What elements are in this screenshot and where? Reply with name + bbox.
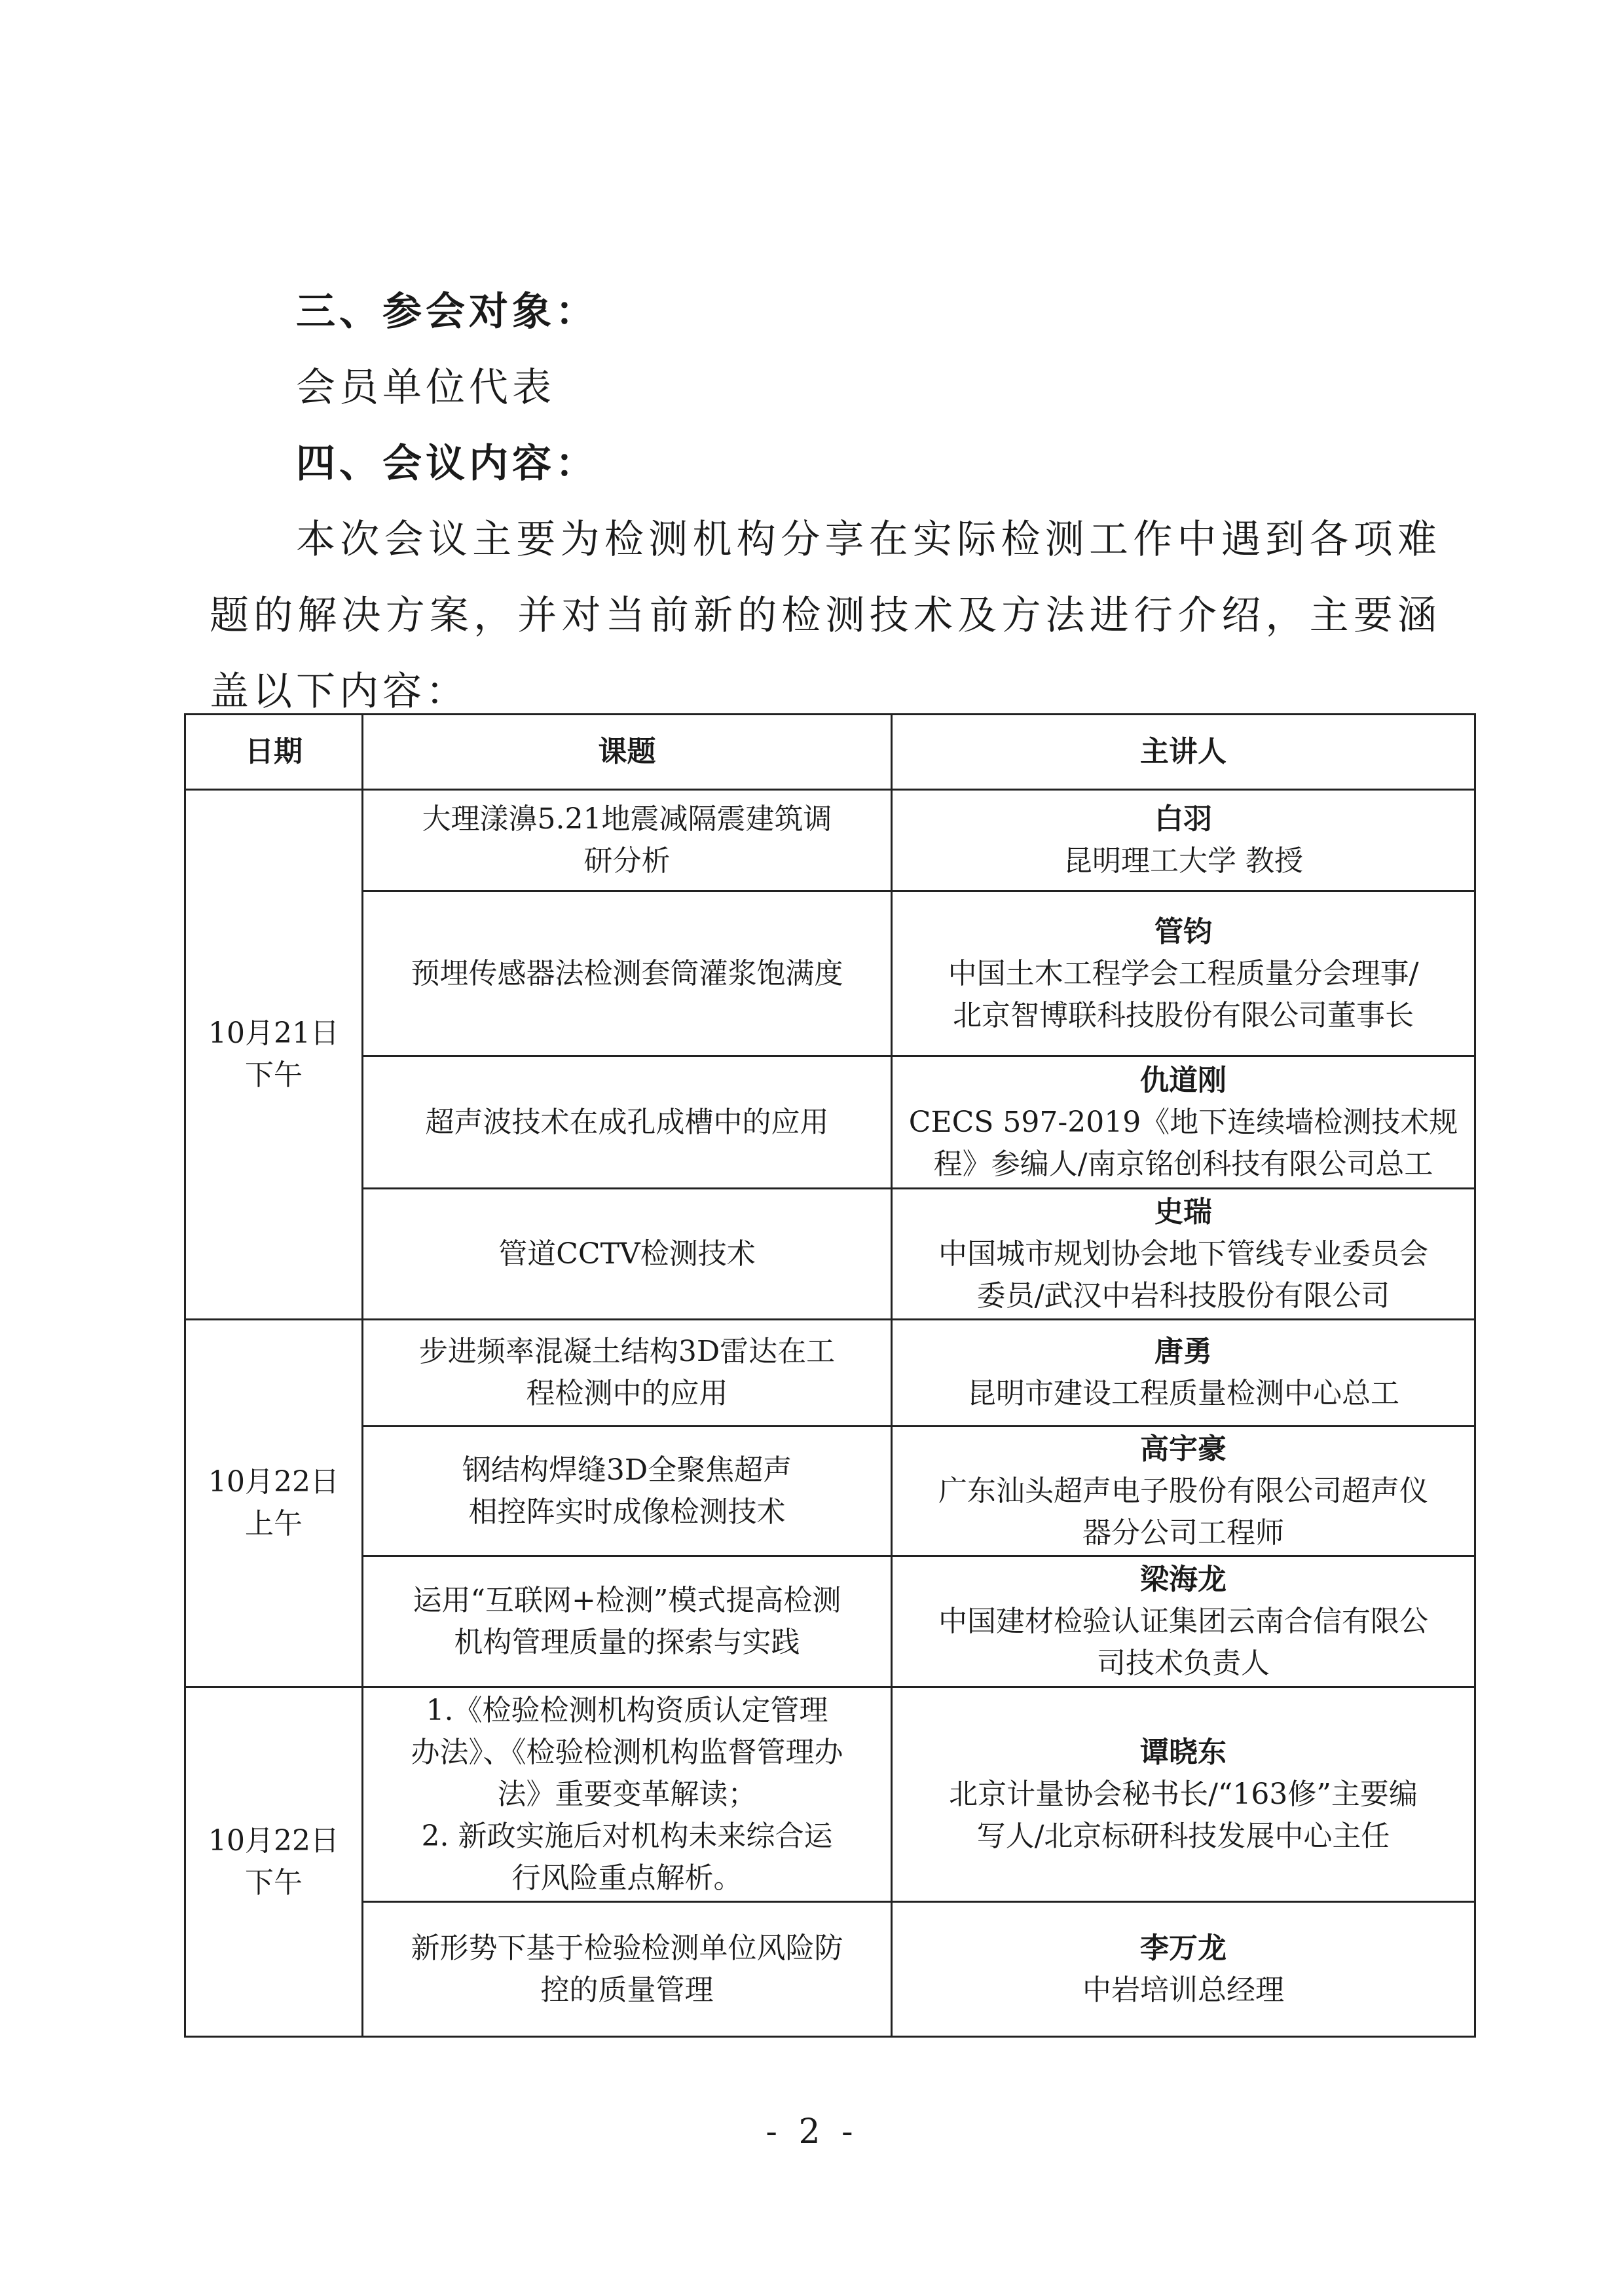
topic-line: 运用“互联网+检测”模式提高检测 — [413, 1583, 841, 1617]
date-label: 10月22日 — [208, 1465, 339, 1499]
speaker-cell — [892, 790, 1475, 891]
speaker-cell — [892, 1902, 1475, 2037]
topic-cell — [363, 1556, 892, 1687]
table-row — [185, 1320, 1475, 1427]
table-row — [185, 1687, 1475, 1902]
speaker-desc: 中国城市规划协会地下管线专业委员会 — [938, 1237, 1428, 1271]
date-cell — [185, 1320, 363, 1687]
topic-line: 步进频率混凝土结构3D雷达在工 — [418, 1335, 836, 1368]
content-paragraph-line-1: 本次会议主要为检测机构分享在实际检测工作中遇到各项难 — [296, 517, 1441, 563]
speaker-desc: 昆明市建设工程质量检测中心总工 — [967, 1377, 1399, 1410]
speaker-desc: 北京计量协会秘书长/“163修”主要编 — [949, 1777, 1418, 1811]
period-label: 下午 — [245, 1058, 303, 1092]
speaker-desc: 北京智博联科技股份有限公司董事长 — [953, 998, 1414, 1032]
speaker-cell — [892, 1427, 1475, 1556]
speaker-name: 高宇豪 — [1140, 1432, 1227, 1466]
speaker-cell — [892, 1687, 1475, 1902]
speaker-cell — [892, 1320, 1475, 1427]
speaker-desc: 中岩培训总经理 — [1082, 1973, 1284, 2007]
date-label: 10月22日 — [208, 1823, 339, 1857]
date-cell — [185, 790, 363, 1320]
speaker-name: 白羽 — [1154, 802, 1212, 836]
speaker-desc: 中国土木工程学会工程质量分会理事/ — [948, 956, 1419, 990]
topic-cell — [363, 790, 892, 891]
attendees-heading: 三、参会对象： — [296, 289, 599, 335]
topic-line: 管道CCTV检测技术 — [498, 1237, 756, 1271]
speaker-cell — [892, 1056, 1475, 1189]
topic-line: 办法》、《检验检测机构监督管理办 — [411, 1735, 843, 1769]
topic-line: 1.《检验检测机构资质认定管理 — [426, 1693, 828, 1727]
speaker-name: 谭晓东 — [1140, 1735, 1227, 1769]
topic-line: 2. 新政实施后对机构未来综合运 — [421, 1819, 833, 1853]
speaker-desc: 写人/北京标研科技发展中心主任 — [976, 1819, 1390, 1853]
table-row — [185, 1902, 1475, 2037]
speaker-desc: 昆明理工大学 教授 — [1063, 844, 1303, 878]
speaker-desc: 广东汕头超声电子股份有限公司超声仪 — [938, 1474, 1428, 1508]
topic-line: 钢结构焊缝3D全聚焦超声 — [462, 1453, 792, 1487]
table-row — [185, 891, 1475, 1056]
content-paragraph-line-2: 题的解决方案，并对当前新的检测技术及方法进行介绍，主要涵 — [210, 593, 1441, 639]
table-header-row — [185, 715, 1475, 790]
topic-line: 程检测中的应用 — [526, 1377, 728, 1410]
table-row — [185, 1056, 1475, 1189]
speaker-name: 史瑞 — [1154, 1195, 1212, 1229]
speaker-name: 梁海龙 — [1140, 1562, 1227, 1596]
topic-line: 新形势下基于检验检测单位风险防 — [411, 1931, 843, 1965]
agenda-table — [184, 713, 1476, 2038]
topic-cell — [363, 1320, 892, 1427]
attendees-text: 会员单位代表 — [296, 365, 555, 411]
header-topic: 课题 — [363, 715, 892, 790]
speaker-desc: 程》参编人/南京铭创科技有限公司总工 — [933, 1147, 1433, 1181]
speaker-desc: 司技术负责人 — [1097, 1646, 1270, 1680]
topic-line: 法》重要变革解读； — [497, 1777, 757, 1811]
header-speaker: 主讲人 — [892, 715, 1475, 790]
topic-line: 研分析 — [583, 844, 671, 878]
table-row — [185, 1556, 1475, 1687]
table-row — [185, 790, 1475, 891]
topic-line: 相控阵实时成像检测技术 — [468, 1495, 786, 1529]
page-number: - 2 - — [766, 2112, 858, 2152]
speaker-cell — [892, 1189, 1475, 1320]
speaker-name: 李万龙 — [1140, 1931, 1227, 1965]
topic-cell — [363, 1902, 892, 2037]
speaker-desc: 器分公司工程师 — [1082, 1516, 1284, 1550]
speaker-name: 仇道刚 — [1140, 1063, 1227, 1097]
topic-line: 控的质量管理 — [540, 1973, 714, 2007]
table-row — [185, 1189, 1475, 1320]
topic-cell — [363, 1189, 892, 1320]
content-heading: 四、会议内容： — [296, 441, 599, 487]
topic-line: 行风险重点解析。 — [511, 1861, 743, 1895]
topic-line: 大理漾濞5.21地震减隔震建筑调 — [422, 802, 832, 836]
speaker-cell — [892, 891, 1475, 1056]
topic-cell — [363, 1687, 892, 1902]
speaker-cell — [892, 1556, 1475, 1687]
speaker-desc: 中国建材检验认证集团云南合信有限公 — [938, 1604, 1428, 1638]
speaker-name: 管钧 — [1154, 914, 1212, 948]
topic-line: 机构管理质量的探索与实践 — [454, 1625, 800, 1659]
speaker-name: 唐勇 — [1154, 1335, 1212, 1368]
period-label: 上午 — [245, 1507, 303, 1540]
topic-cell — [363, 1056, 892, 1189]
date-cell — [185, 1687, 363, 2037]
topic-cell — [363, 1427, 892, 1556]
period-label: 下午 — [245, 1865, 303, 1899]
speaker-desc: CECS 597-2019《地下连续墙检测技术规 — [908, 1105, 1458, 1139]
header-date: 日期 — [185, 715, 363, 790]
content-paragraph-line-3: 盖以下内容： — [210, 669, 469, 715]
topic-line: 超声波技术在成孔成槽中的应用 — [425, 1105, 829, 1139]
speaker-desc: 委员/武汉中岩科技股份有限公司 — [976, 1278, 1390, 1313]
date-label: 10月21日 — [208, 1017, 339, 1050]
topic-cell — [363, 891, 892, 1056]
table-row — [185, 1427, 1475, 1556]
topic-line: 预埋传感器法检测套筒灌浆饱满度 — [411, 956, 843, 990]
